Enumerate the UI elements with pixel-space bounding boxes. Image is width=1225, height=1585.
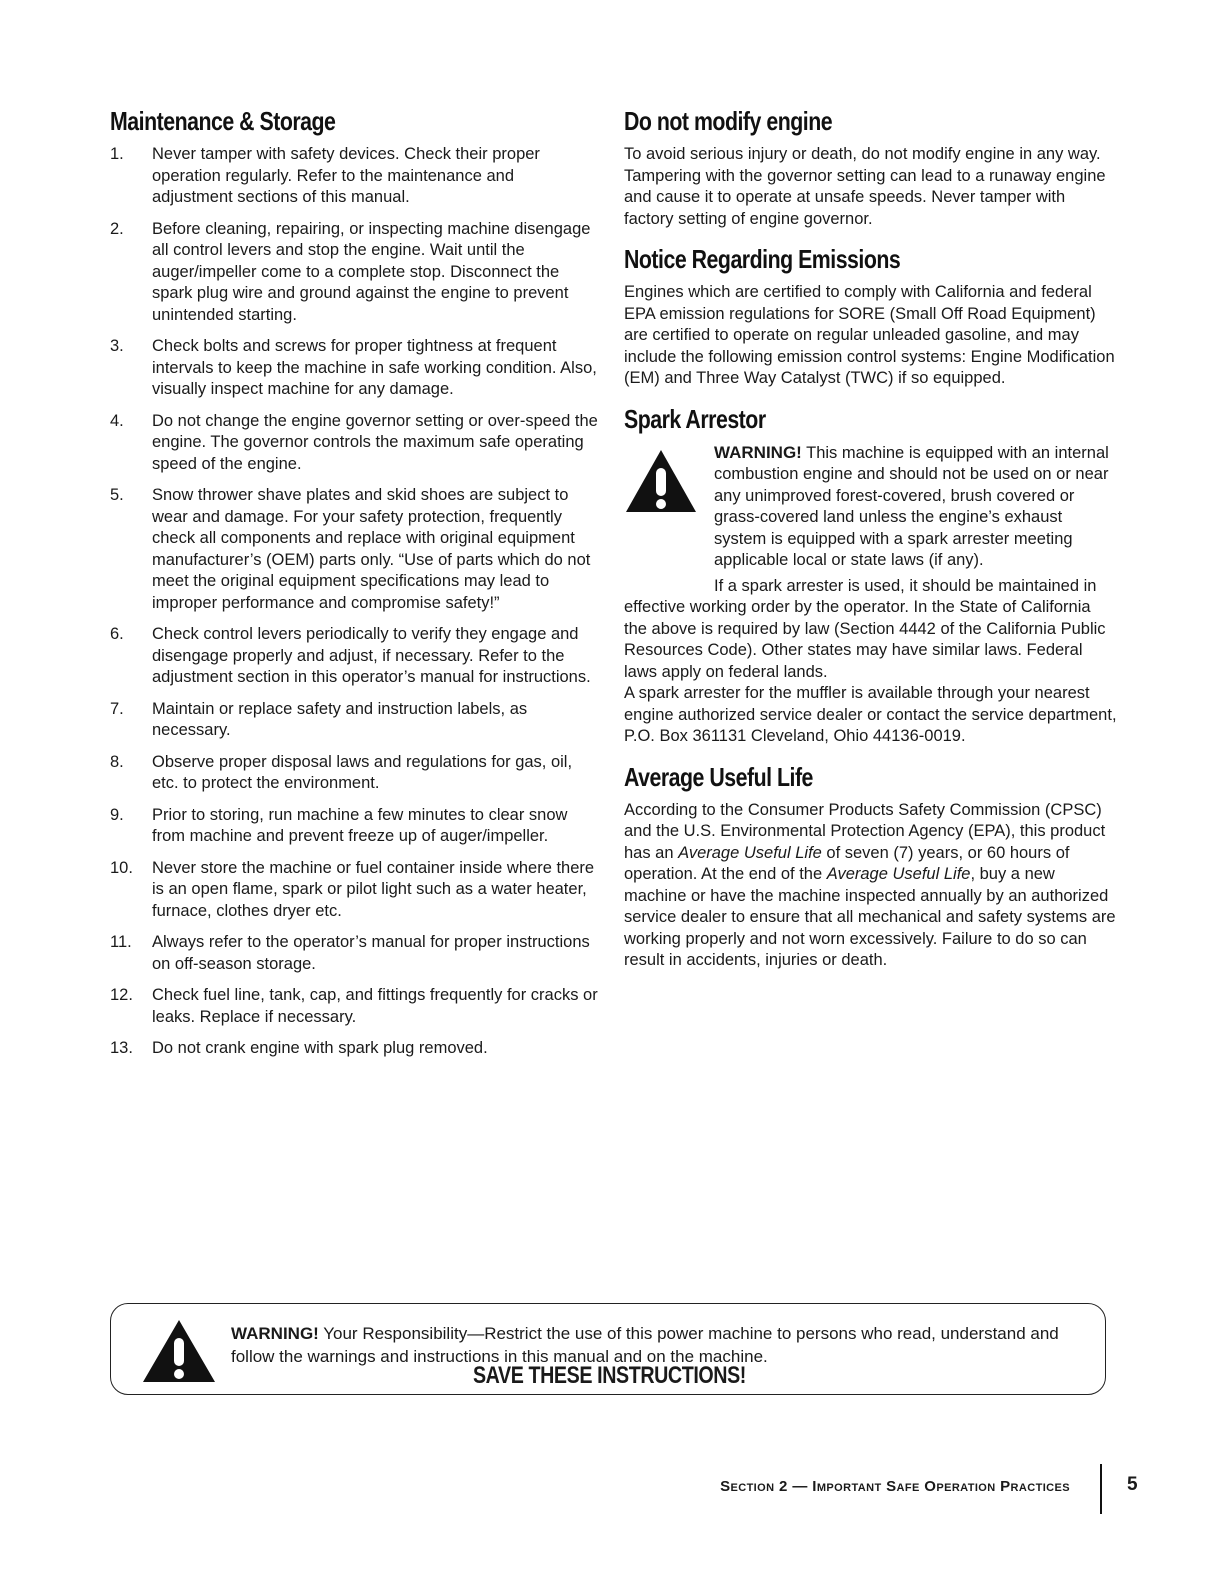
warning-triangle-icon	[624, 448, 698, 514]
spark-arrestor-heading: Spark Arrestor	[624, 403, 766, 434]
spark-maintenance-text: If a spark arrester is used, it should be maintained in effective working order by the operator. In the State of California the above is required by law (Section 4442 of the California Public Resources Code). Other states may have similar laws. Federal laws apply on federal lands.	[624, 576, 1106, 681]
list-item	[110, 805, 598, 848]
list-item-number: 13.	[110, 1039, 133, 1057]
list-item-text: Do not crank engine with spark plug removed.	[152, 1039, 488, 1057]
list-item-number: 10.	[110, 858, 133, 877]
list-item-number: 4.	[110, 411, 124, 430]
list-item-text: Do not change the engine governor setting or over-speed the engine. The governor controls the maximum safe operating speed of the engine.	[152, 411, 598, 473]
list-item-number: 2.	[110, 219, 124, 238]
list-item	[110, 411, 598, 476]
list-item	[110, 336, 598, 401]
spark-warning	[624, 442, 1118, 572]
list-item-text: Never store the machine or fuel container inside where there is an open flame, spark or pilot light such as a water heater, furnace, clothes dryer etc.	[152, 858, 595, 920]
list-item	[110, 699, 598, 742]
list-item-text: Always refer to the operator’s manual for proper instructions on off-season storage.	[152, 933, 590, 973]
list-item-number: 8.	[110, 752, 124, 771]
list-item-text: Check fuel line, tank, cap, and fittings frequently for cracks or leaks. Replace if necessary.	[152, 986, 598, 1026]
useful-life-text: According to the Consumer Products Safety Commission (CPSC) and the U.S. Environmental Protection Agency (EPA), this product has an Average Useful Life of seven (7) years, or 60 hours of operation. At the end of the Average Useful Life, buy a new machine or have the machine inspected annually by an authorized service dealer to ensure that all mechanical and safety systems are working properly and not worn excessively. Failure to do so can result in accidents, injuries or death.	[624, 800, 1116, 969]
list-item-number: 1.	[110, 145, 124, 163]
bottom-warning-box	[110, 1303, 1106, 1395]
list-item-text: Before cleaning, repairing, or inspecting machine disengage all control levers and stop the engine. Wait until the auger/impeller come to a complete stop. Disconnect the spark plug wire and ground against the engine to prevent unintended starting.	[152, 219, 591, 324]
emissions-heading: Notice Regarding Emissions	[624, 244, 901, 274]
list-item-text: Snow thrower shave plates and skid shoes are subject to wear and damage. For your safety protection, frequently check all components and replace with original equipment manufacturer’s (OEM) parts only. “Use of parts which do not meet the original equipment specifications may lead to improper performance and compromise safety!”	[152, 486, 591, 612]
section-footer: Section 2 — Important Safe Operation Practices	[720, 1478, 1070, 1495]
modify-engine-heading: Do not modify engine	[624, 106, 833, 136]
list-item	[110, 858, 598, 923]
list-item-text: Observe proper disposal laws and regulations for gas, oil, etc. to protect the environment.	[152, 752, 573, 792]
list-item	[110, 219, 598, 327]
list-item-number: 12.	[110, 986, 133, 1004]
useful-life-heading: Average Useful Life	[624, 761, 813, 792]
right-column	[624, 106, 1118, 986]
list-item-number: 7.	[110, 699, 124, 718]
list-item-number: 5.	[110, 486, 124, 504]
list-item	[110, 985, 598, 1028]
spark-service-text: A spark arrester for the muffler is available through your nearest engine authorized service dealer or contact the service department, P.O. Box 361131 Cleveland, Ohio 44136-0019.	[624, 684, 1117, 745]
footer-divider	[1100, 1464, 1102, 1514]
list-item-text: Never tamper with safety devices. Check their proper operation regularly. Refer to the maintenance and adjustment sections of this manual.	[152, 145, 540, 206]
bottom-warning-text: WARNING! Your Responsibility—Restrict the use of this power machine to persons who read, understand and follow the warnings and instructions in this manual and on the machine.	[231, 1324, 1059, 1366]
list-item-number: 6.	[110, 625, 124, 643]
list-item-number: 11.	[110, 933, 132, 951]
list-item-text: Check bolts and screws for proper tightness at frequent intervals to keep the machine in safe working condition. Also, visually inspect machine for any damage.	[152, 337, 597, 398]
list-item	[110, 752, 598, 795]
save-instructions: SAVE THESE INSTRUCTIONS!	[472, 1362, 746, 1389]
list-item-text: Maintain or replace safety and instruction labels, as necessary.	[152, 699, 528, 739]
list-item-number: 9.	[110, 805, 124, 824]
list-item	[110, 144, 598, 209]
maintenance-storage-heading: Maintenance & Storage	[110, 106, 336, 136]
list-item-text: Check control levers periodically to verify they engage and disengage properly and adjust, if necessary. Refer to the adjustment section in this operator’s manual for instructions.	[152, 625, 591, 686]
emissions-text: Engines which are certified to comply with California and federal EPA emission regulations for SORE (Small Off Road Equipment) are certified to operate on regular unleaded gasoline, and may include the following emission control systems: Engine Modification (EM) and Three Way Catalyst (TWC) if so equipped.	[624, 283, 1115, 387]
spark-warning-text: WARNING! This machine is equipped with an internal combustion engine and should not be used on or near any unimproved forest-covered, brush covered or grass-covered land unless the engine’s exhaust system is equipped with a spark arrester meeting applicable local or state laws (if any).	[714, 442, 1109, 569]
page-number: 5	[1127, 1474, 1138, 1495]
maintenance-list	[110, 144, 598, 1060]
spark-warning-word: WARNING!	[714, 442, 802, 462]
list-item-number: 3.	[110, 337, 124, 355]
bottom-warning-word: WARNING!	[231, 1324, 319, 1343]
list-item	[110, 932, 598, 975]
list-item	[110, 485, 598, 614]
modify-engine-text: To avoid serious injury or death, do not modify engine in any way. Tampering with the governor setting can lead to a runaway engine and cause it to operate at unsafe speeds. Never tamper with factory setting of engine governor.	[624, 145, 1106, 228]
list-item	[110, 624, 598, 689]
list-item-text: Prior to storing, run machine a few minutes to clear snow from machine and prevent freeze up of auger/impeller.	[152, 805, 568, 845]
list-item	[110, 1038, 598, 1060]
left-column	[110, 106, 598, 1070]
